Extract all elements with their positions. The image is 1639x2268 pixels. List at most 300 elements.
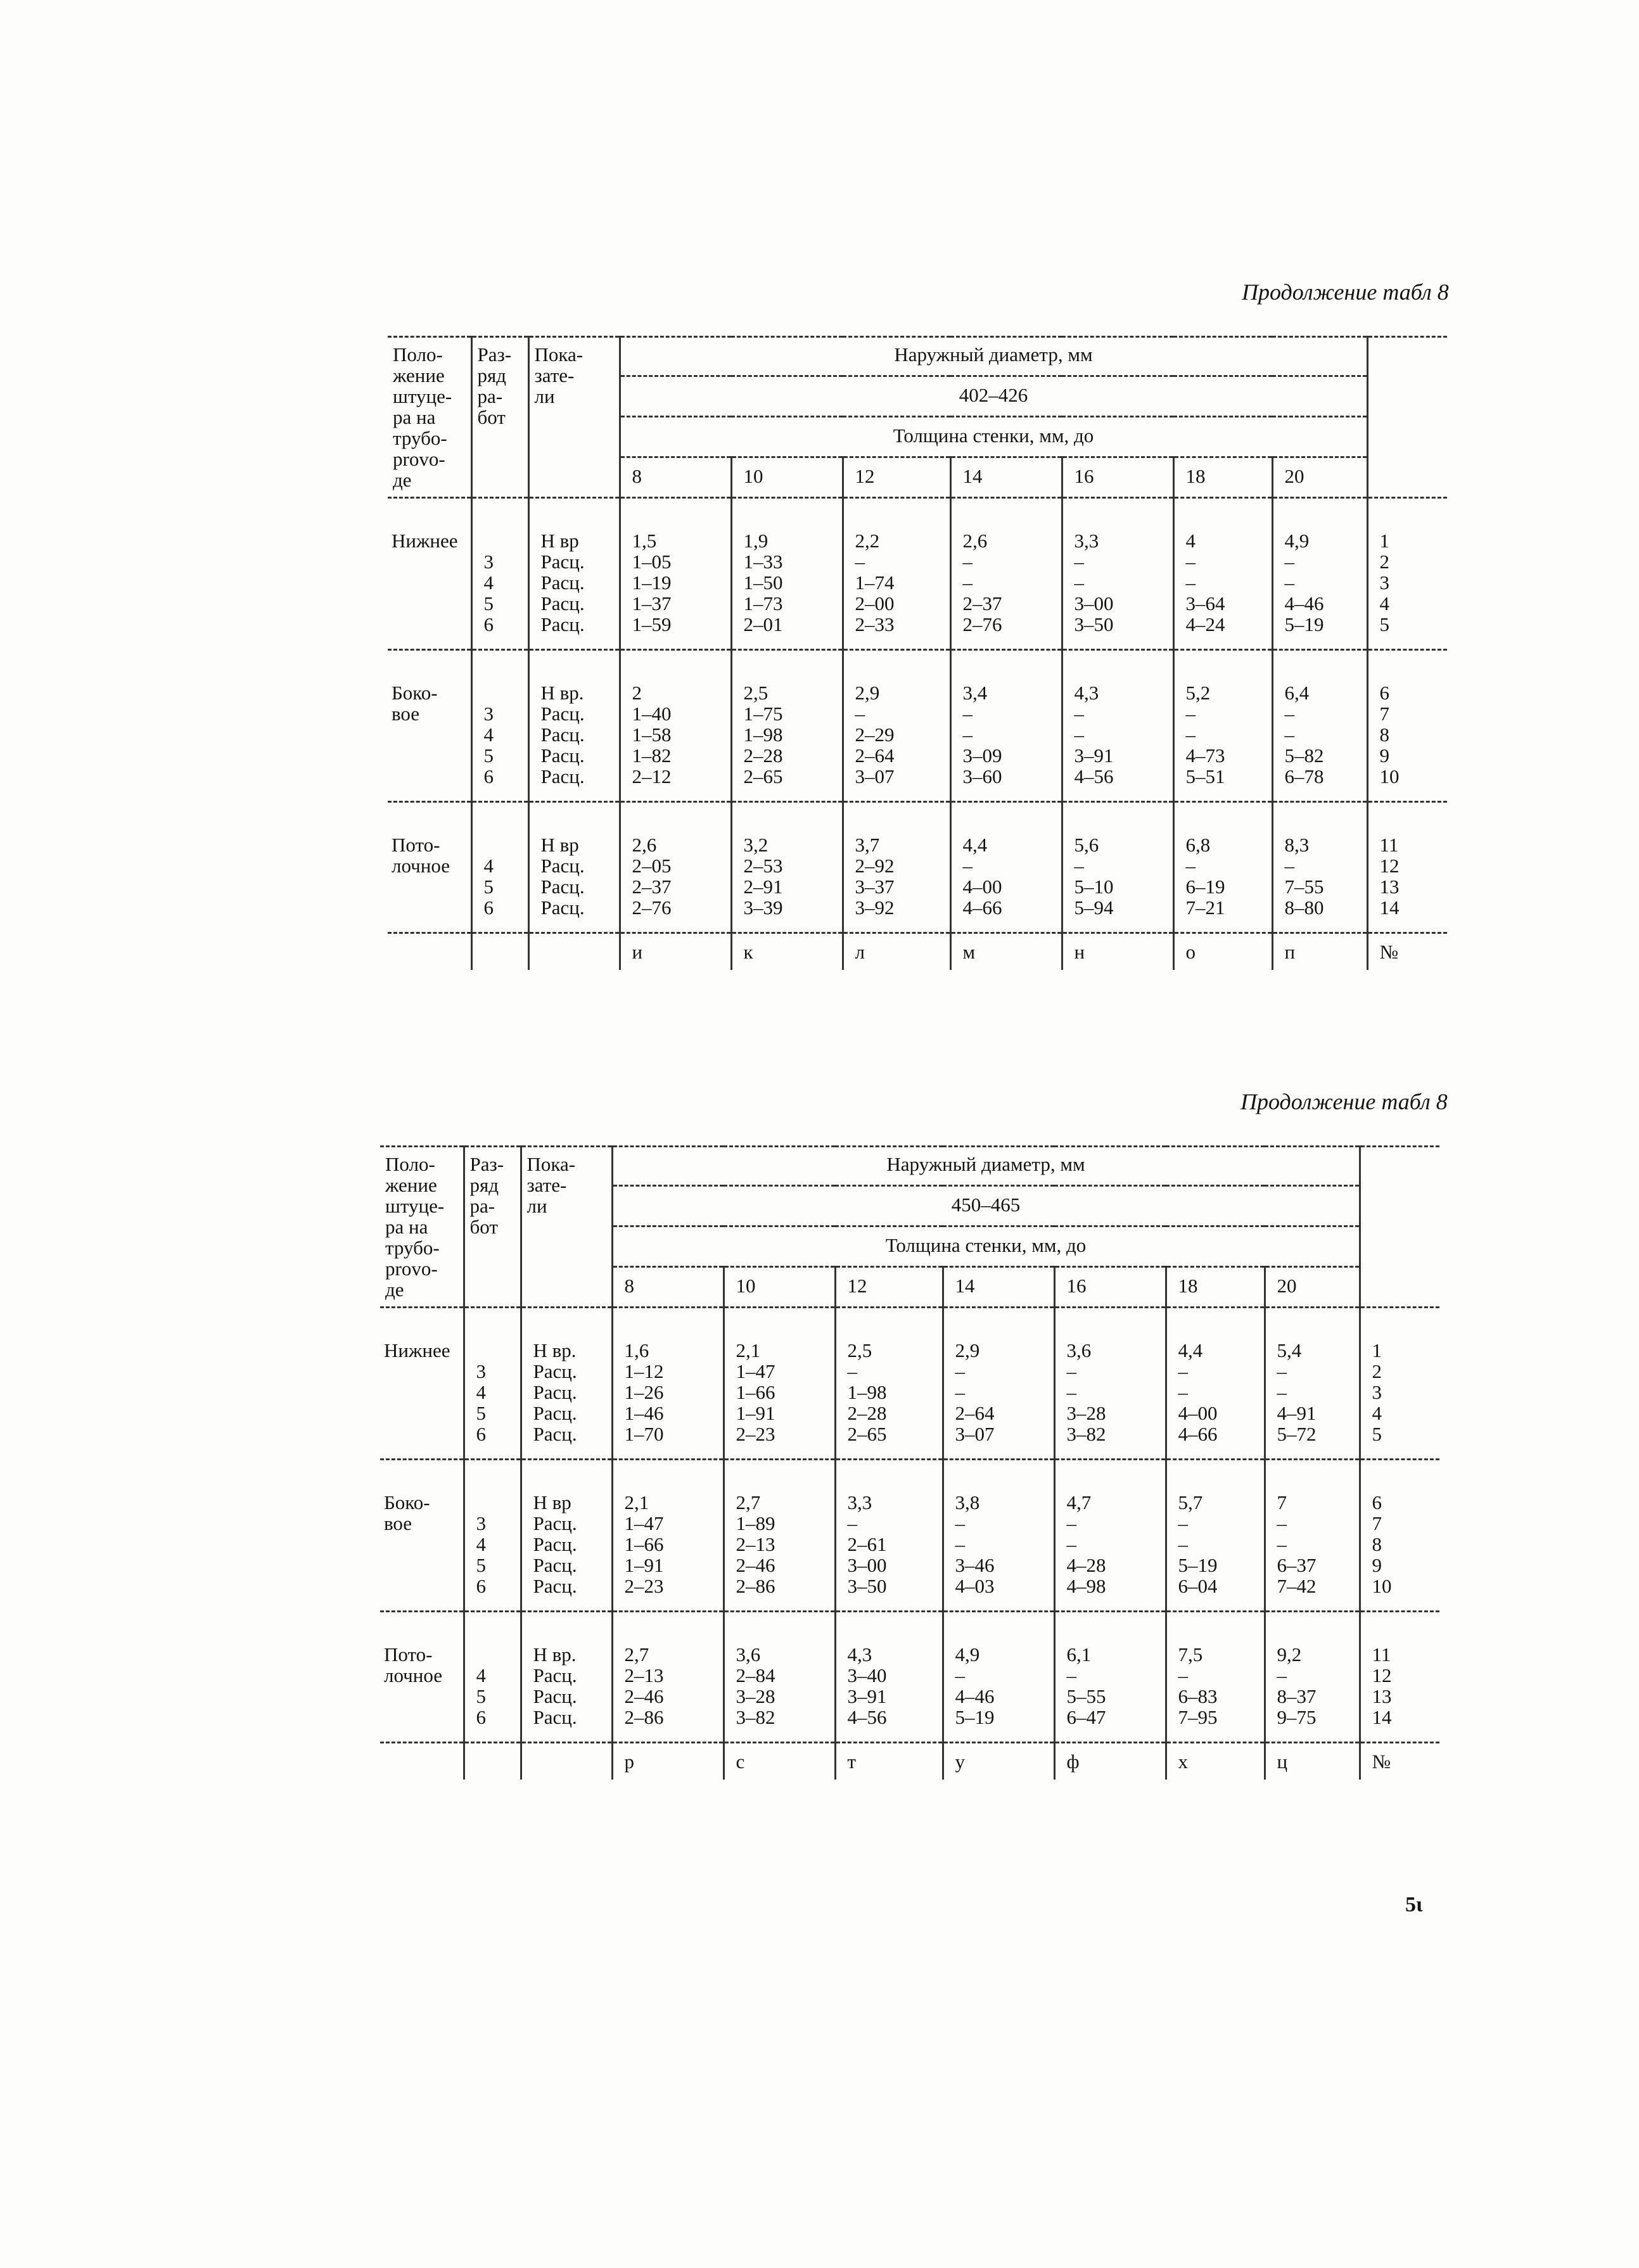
text-line: Нижнее bbox=[392, 530, 458, 552]
value-cell bbox=[620, 802, 731, 933]
table-row-group bbox=[380, 1612, 1439, 1743]
table-value: – bbox=[847, 1512, 857, 1534]
text-line: Пото- bbox=[384, 1643, 433, 1666]
indicator-label: Расц. bbox=[540, 613, 585, 635]
row-number: 5 bbox=[1379, 613, 1389, 635]
text-line: де bbox=[393, 469, 412, 491]
table-value: – bbox=[1284, 571, 1294, 594]
text-line: ра- bbox=[469, 1195, 495, 1217]
table-value: – bbox=[1277, 1512, 1287, 1534]
footer-letter: ф bbox=[1054, 1743, 1166, 1780]
value-cell bbox=[731, 498, 843, 650]
table-value: 5,7 bbox=[1178, 1491, 1203, 1513]
table-value: 2,5 bbox=[743, 682, 768, 704]
table-value: 2–37 bbox=[632, 876, 672, 898]
table-value: 4–46 bbox=[955, 1685, 995, 1707]
table-value: 1–82 bbox=[632, 744, 672, 767]
table-value: – bbox=[1066, 1664, 1076, 1686]
value-cell bbox=[724, 1460, 835, 1612]
grade-value bbox=[476, 1492, 520, 1513]
grade-value: 6 bbox=[476, 1423, 486, 1445]
footer-blank bbox=[521, 1743, 612, 1780]
table-value: 2–12 bbox=[632, 765, 672, 787]
value-cell bbox=[612, 1308, 724, 1460]
table-value: – bbox=[962, 855, 973, 877]
text-line: бот bbox=[477, 406, 506, 428]
table-value: 3–00 bbox=[847, 1554, 887, 1576]
table-value: 1–58 bbox=[632, 723, 672, 746]
table-value: – bbox=[1066, 1512, 1076, 1534]
table-value: 1–37 bbox=[632, 592, 672, 615]
footer-letter: с bbox=[724, 1743, 835, 1780]
table-value: 2–28 bbox=[743, 744, 783, 767]
row-number: 9 bbox=[1379, 744, 1389, 767]
table-value: 1–19 bbox=[632, 571, 672, 594]
table-value: 4–98 bbox=[1066, 1575, 1106, 1597]
text-line: Раз- bbox=[469, 1153, 504, 1175]
value-cell bbox=[620, 650, 731, 802]
value-cell bbox=[1265, 1460, 1360, 1612]
text-line: ряд bbox=[469, 1174, 499, 1196]
header-grade bbox=[471, 337, 528, 498]
text-line: вое bbox=[392, 703, 420, 725]
indicator-label: Расц. bbox=[533, 1512, 577, 1534]
table-value: 4,9 bbox=[1284, 530, 1310, 552]
table-value: 7,5 bbox=[1178, 1643, 1203, 1666]
table-value: – bbox=[1277, 1664, 1287, 1686]
text-line: трубо- bbox=[385, 1237, 440, 1259]
row-number: 12 bbox=[1379, 855, 1400, 877]
header-thickness-14: 14 bbox=[950, 457, 1062, 497]
header-diameter-range: 450–465 bbox=[612, 1185, 1360, 1226]
footer-letter: у bbox=[943, 1743, 1054, 1780]
table-value: 4–24 bbox=[1185, 613, 1225, 635]
table-caption: Продолжение табл 8 bbox=[1240, 1089, 1448, 1114]
position-cell bbox=[380, 1460, 464, 1612]
table-value: 4,4 bbox=[1178, 1339, 1203, 1361]
data-table bbox=[388, 336, 1447, 970]
table-value: 4,7 bbox=[1066, 1491, 1092, 1513]
indicator-label: Расц. bbox=[533, 1360, 577, 1382]
header-row-number bbox=[1360, 1147, 1439, 1308]
row-number-cell bbox=[1367, 650, 1447, 802]
table-value: 5–10 bbox=[1074, 876, 1114, 898]
table-value: 4–03 bbox=[955, 1575, 995, 1597]
footer-letter: п bbox=[1272, 933, 1367, 971]
table-value: – bbox=[1284, 703, 1294, 725]
value-cell bbox=[835, 1612, 943, 1743]
table-value: 4–00 bbox=[962, 876, 1002, 898]
header-thickness-16: 16 bbox=[1062, 457, 1173, 497]
value-cell bbox=[843, 498, 950, 650]
row-number: 11 bbox=[1372, 1643, 1391, 1666]
row-number: 2 bbox=[1379, 551, 1389, 573]
value-cell bbox=[943, 1460, 1054, 1612]
table-value: 2–64 bbox=[855, 744, 895, 767]
header-row-number bbox=[1367, 337, 1447, 498]
table-row-group bbox=[388, 498, 1447, 650]
row-number: 2 bbox=[1372, 1360, 1382, 1382]
table-value: 1–98 bbox=[743, 723, 783, 746]
table-value: 2–84 bbox=[736, 1664, 775, 1686]
table-value: 3–07 bbox=[855, 765, 895, 787]
value-cell bbox=[1062, 650, 1173, 802]
value-cell bbox=[950, 498, 1062, 650]
table-value: 5–19 bbox=[1178, 1554, 1218, 1576]
table-value: 4 bbox=[1185, 530, 1196, 552]
row-number: 10 bbox=[1379, 765, 1400, 787]
table-value: – bbox=[1074, 855, 1084, 877]
footer-letter: л bbox=[843, 933, 950, 971]
table-value: 3–40 bbox=[847, 1664, 887, 1686]
text-line: зате- bbox=[526, 1174, 567, 1196]
footer-number-sign: № bbox=[1367, 933, 1447, 971]
table-value: 2–01 bbox=[743, 613, 783, 635]
table-value: – bbox=[1185, 551, 1196, 573]
text-line: жение bbox=[393, 364, 445, 386]
value-cell bbox=[1265, 1612, 1360, 1743]
row-number-cell bbox=[1360, 1308, 1439, 1460]
row-number: 13 bbox=[1379, 876, 1400, 898]
table-value: – bbox=[1277, 1381, 1287, 1403]
table-value: 6–47 bbox=[1066, 1706, 1106, 1728]
table-value: 1–46 bbox=[624, 1402, 664, 1424]
grade-value: 5 bbox=[476, 1554, 486, 1576]
text-line: жение bbox=[385, 1174, 437, 1196]
table-value: – bbox=[1074, 703, 1084, 725]
header-position bbox=[380, 1147, 464, 1308]
value-cell bbox=[724, 1612, 835, 1743]
table-value: 2–00 bbox=[855, 592, 895, 615]
table-value: 3,2 bbox=[743, 834, 768, 856]
table-value: 2–13 bbox=[736, 1533, 775, 1555]
grade-value: 6 bbox=[483, 896, 494, 919]
table-value: 4–46 bbox=[1284, 592, 1324, 615]
row-number: 11 bbox=[1379, 834, 1399, 856]
position-cell bbox=[388, 650, 471, 802]
indicator-label: Расц. bbox=[533, 1685, 577, 1707]
grade-value bbox=[484, 682, 528, 703]
text-line: provo- bbox=[393, 448, 445, 470]
text-line: лочное bbox=[384, 1664, 442, 1686]
grade-value: 4 bbox=[483, 855, 494, 877]
footer-number-sign: № bbox=[1360, 1743, 1439, 1780]
indicator-label: Расц. bbox=[540, 703, 585, 725]
table-value: 6–19 bbox=[1185, 876, 1225, 898]
indicator-label: Н вр. bbox=[533, 1643, 577, 1666]
footer-letter: о bbox=[1173, 933, 1272, 971]
table-value: 5,2 bbox=[1185, 682, 1211, 704]
value-cell bbox=[835, 1308, 943, 1460]
footer-letter: р bbox=[612, 1743, 724, 1780]
table-value: 2–86 bbox=[624, 1706, 664, 1728]
table-value: 2–92 bbox=[855, 855, 895, 877]
table-value: 2,7 bbox=[736, 1491, 761, 1513]
table-value: 4,3 bbox=[847, 1643, 872, 1666]
table-value: 6,1 bbox=[1066, 1643, 1092, 1666]
table-value: – bbox=[1074, 571, 1084, 594]
row-number: 6 bbox=[1379, 682, 1389, 704]
table-value: 4,3 bbox=[1074, 682, 1099, 704]
row-number: 5 bbox=[1372, 1423, 1382, 1445]
table-value: 2,2 bbox=[855, 530, 880, 552]
row-number: 6 bbox=[1372, 1491, 1382, 1513]
indicator-label: Расц. bbox=[533, 1381, 577, 1403]
table-value: 2–37 bbox=[962, 592, 1002, 615]
table-value: 6–78 bbox=[1284, 765, 1324, 787]
table-value: – bbox=[1284, 551, 1294, 573]
text-line: Пока- bbox=[534, 343, 584, 366]
table-value: – bbox=[1074, 723, 1084, 746]
table-value: 1–74 bbox=[855, 571, 895, 594]
value-cell bbox=[1054, 1612, 1166, 1743]
table-value: 1–50 bbox=[743, 571, 783, 594]
table-value: 1–66 bbox=[736, 1381, 775, 1403]
row-number: 1 bbox=[1372, 1339, 1382, 1361]
row-number: 12 bbox=[1372, 1664, 1392, 1686]
text-line: Нижнее bbox=[384, 1339, 450, 1361]
table-value: 3–07 bbox=[955, 1423, 995, 1445]
table-value: 2,7 bbox=[624, 1643, 649, 1666]
table-value: 4–73 bbox=[1185, 744, 1225, 767]
table-value: 4–28 bbox=[1066, 1554, 1106, 1576]
table-value: 7–21 bbox=[1185, 896, 1225, 919]
table-value: 9–75 bbox=[1277, 1706, 1317, 1728]
grade-value: 3 bbox=[483, 703, 494, 725]
value-cell bbox=[1173, 498, 1272, 650]
table-value: 1–66 bbox=[624, 1533, 664, 1555]
table-row-group bbox=[380, 1308, 1439, 1460]
value-cell bbox=[1173, 802, 1272, 933]
table-value: 2–46 bbox=[624, 1685, 664, 1707]
table-value: 1–05 bbox=[632, 551, 672, 573]
table-value: 2–05 bbox=[632, 855, 672, 877]
row-number-cell bbox=[1367, 802, 1447, 933]
value-cell bbox=[731, 650, 843, 802]
grade-value: 3 bbox=[483, 551, 494, 573]
table-row-group bbox=[380, 1460, 1439, 1612]
table-value: 3–39 bbox=[743, 896, 783, 919]
table-value: 1–73 bbox=[743, 592, 783, 615]
table-value: 3,7 bbox=[855, 834, 880, 856]
table-value: 1–12 bbox=[624, 1360, 664, 1382]
indicator-cell bbox=[521, 1612, 612, 1743]
table-value: 6–37 bbox=[1277, 1554, 1317, 1576]
indicator-cell bbox=[521, 1460, 612, 1612]
table-value: 3–28 bbox=[736, 1685, 775, 1707]
table-value: 1–59 bbox=[632, 613, 672, 635]
table-value: 8–37 bbox=[1277, 1685, 1317, 1707]
table-value: 2,9 bbox=[855, 682, 880, 704]
table-value: 5,6 bbox=[1074, 834, 1099, 856]
grade-value: 5 bbox=[476, 1685, 486, 1707]
table-value: 2 bbox=[632, 682, 642, 704]
indicator-label: Расц. bbox=[540, 551, 585, 573]
position-cell bbox=[380, 1308, 464, 1460]
table-value: 3–28 bbox=[1066, 1402, 1106, 1424]
table-value: 4–56 bbox=[1074, 765, 1114, 787]
table-value: 7–55 bbox=[1284, 876, 1324, 898]
value-cell bbox=[724, 1308, 835, 1460]
footer-letter: м bbox=[950, 933, 1062, 971]
table-value: 2–86 bbox=[736, 1575, 775, 1597]
table-value: 2–91 bbox=[743, 876, 783, 898]
indicator-label: Расц. bbox=[540, 876, 585, 898]
indicator-cell bbox=[521, 1308, 612, 1460]
header-indicators bbox=[521, 1147, 612, 1308]
table-value: – bbox=[955, 1381, 965, 1403]
header-position bbox=[388, 337, 471, 498]
table-value: 1–33 bbox=[743, 551, 783, 573]
table-value: 2–65 bbox=[743, 765, 783, 787]
table-value: – bbox=[1284, 855, 1294, 877]
value-cell bbox=[1166, 1308, 1265, 1460]
text-line: лочное bbox=[392, 855, 450, 877]
grade-value bbox=[476, 1340, 520, 1361]
table-value: 2–28 bbox=[847, 1402, 887, 1424]
grade-value: 6 bbox=[476, 1575, 486, 1597]
table-value: – bbox=[1185, 703, 1196, 725]
table-value: – bbox=[855, 551, 865, 573]
table-value: 2–29 bbox=[855, 723, 895, 746]
table-value: 8,3 bbox=[1284, 834, 1310, 856]
table-value: – bbox=[955, 1664, 965, 1686]
table-value: 8–80 bbox=[1284, 896, 1324, 919]
position-cell bbox=[388, 802, 471, 933]
header-thickness-14: 14 bbox=[943, 1266, 1054, 1307]
table-value: – bbox=[1277, 1360, 1287, 1382]
grade-value: 5 bbox=[483, 592, 494, 615]
value-cell bbox=[731, 802, 843, 933]
row-number-cell bbox=[1367, 498, 1447, 650]
value-cell bbox=[843, 650, 950, 802]
indicator-label: Расц. bbox=[533, 1554, 577, 1576]
table-value: 3,6 bbox=[1066, 1339, 1092, 1361]
text-line: трубо- bbox=[393, 427, 447, 449]
text-line: Боко- bbox=[384, 1491, 430, 1513]
table-value: 2–61 bbox=[847, 1533, 887, 1555]
value-cell bbox=[1272, 498, 1367, 650]
header-indicators bbox=[528, 337, 620, 498]
row-number: 3 bbox=[1379, 571, 1389, 594]
table-value: 4–91 bbox=[1277, 1402, 1317, 1424]
table-value: 5–19 bbox=[1284, 613, 1324, 635]
table-value: 3,3 bbox=[1074, 530, 1099, 552]
table-value: 3–00 bbox=[1074, 592, 1114, 615]
table-value: – bbox=[855, 703, 865, 725]
table-value: 5–55 bbox=[1066, 1685, 1106, 1707]
value-cell bbox=[950, 650, 1062, 802]
table-value: – bbox=[1277, 1533, 1287, 1555]
table-value: 2–76 bbox=[962, 613, 1002, 635]
table-value: 3–50 bbox=[1074, 613, 1114, 635]
table-value: 5–72 bbox=[1277, 1423, 1317, 1445]
table-value: 2–64 bbox=[955, 1402, 995, 1424]
text-line: Поло- bbox=[393, 343, 443, 366]
footer-blank bbox=[388, 933, 471, 971]
table-value: 3–60 bbox=[962, 765, 1002, 787]
grade-value: 5 bbox=[483, 744, 494, 767]
table-value: 3–92 bbox=[855, 896, 895, 919]
text-line: де bbox=[385, 1278, 404, 1301]
grade-value bbox=[476, 1644, 520, 1665]
table-value: 1–75 bbox=[743, 703, 783, 725]
grade-value: 4 bbox=[476, 1664, 486, 1686]
table-value: 2–13 bbox=[624, 1664, 664, 1686]
text-line: ра на bbox=[385, 1216, 428, 1238]
indicator-label: Расц. bbox=[533, 1402, 577, 1424]
indicator-label: Расц. bbox=[540, 744, 585, 767]
table-value: 1–26 bbox=[624, 1381, 664, 1403]
grade-value: 6 bbox=[483, 765, 494, 787]
table-value: 3,8 bbox=[955, 1491, 980, 1513]
row-number: 10 bbox=[1372, 1575, 1392, 1597]
text-line: ра- bbox=[477, 385, 503, 407]
grade-value: 5 bbox=[476, 1402, 486, 1424]
table-value: – bbox=[847, 1360, 857, 1382]
value-cell bbox=[950, 802, 1062, 933]
text-line: зате- bbox=[534, 364, 575, 386]
table-value: 3–91 bbox=[847, 1685, 887, 1707]
indicator-cell bbox=[528, 650, 620, 802]
grade-value bbox=[484, 834, 528, 855]
value-cell bbox=[1173, 650, 1272, 802]
value-cell bbox=[943, 1308, 1054, 1460]
grade-value: 3 bbox=[476, 1512, 486, 1534]
value-cell bbox=[1166, 1460, 1265, 1612]
table-value: – bbox=[1066, 1533, 1076, 1555]
value-cell bbox=[612, 1612, 724, 1743]
indicator-label: Расц. bbox=[540, 855, 585, 877]
table-caption: Продолжение табл 8 bbox=[1242, 279, 1449, 305]
grade-cell bbox=[471, 802, 528, 933]
table-value: 3–46 bbox=[955, 1554, 995, 1576]
indicator-label: Расц. bbox=[540, 571, 585, 594]
indicator-label: Расц. bbox=[540, 896, 585, 919]
header-thickness-18: 18 bbox=[1173, 457, 1272, 497]
table-value: – bbox=[962, 703, 973, 725]
text-line: ли bbox=[534, 385, 555, 407]
footer-blank bbox=[464, 1743, 521, 1780]
table-value: 2–76 bbox=[632, 896, 672, 919]
table-value: 3,3 bbox=[847, 1491, 872, 1513]
table-value: 4,9 bbox=[955, 1643, 980, 1666]
value-cell bbox=[1062, 498, 1173, 650]
table-value: 2–23 bbox=[624, 1575, 664, 1597]
table-value: – bbox=[1185, 855, 1196, 877]
header-thickness-20: 20 bbox=[1265, 1266, 1360, 1307]
table-value: – bbox=[1066, 1381, 1076, 1403]
row-number: 1 bbox=[1379, 530, 1389, 552]
table-value: – bbox=[962, 551, 973, 573]
row-number: 9 bbox=[1372, 1554, 1382, 1576]
row-number: 14 bbox=[1372, 1706, 1392, 1728]
row-number: 7 bbox=[1379, 703, 1389, 725]
table-value: 2,1 bbox=[624, 1491, 649, 1513]
table-row-group bbox=[388, 802, 1447, 933]
footer-blank bbox=[528, 933, 620, 971]
grade-cell bbox=[464, 1612, 521, 1743]
text-line: бот bbox=[469, 1216, 498, 1238]
table-value: 1–47 bbox=[624, 1512, 664, 1534]
table-value: 1–98 bbox=[847, 1381, 887, 1403]
row-number: 8 bbox=[1372, 1533, 1382, 1555]
table-value: – bbox=[1284, 723, 1294, 746]
text-line: Боко- bbox=[392, 682, 438, 704]
grade-value: 5 bbox=[483, 876, 494, 898]
header-wall-thickness: Толщина стенки, мм, до bbox=[612, 1226, 1360, 1266]
row-number: 4 bbox=[1372, 1402, 1382, 1424]
